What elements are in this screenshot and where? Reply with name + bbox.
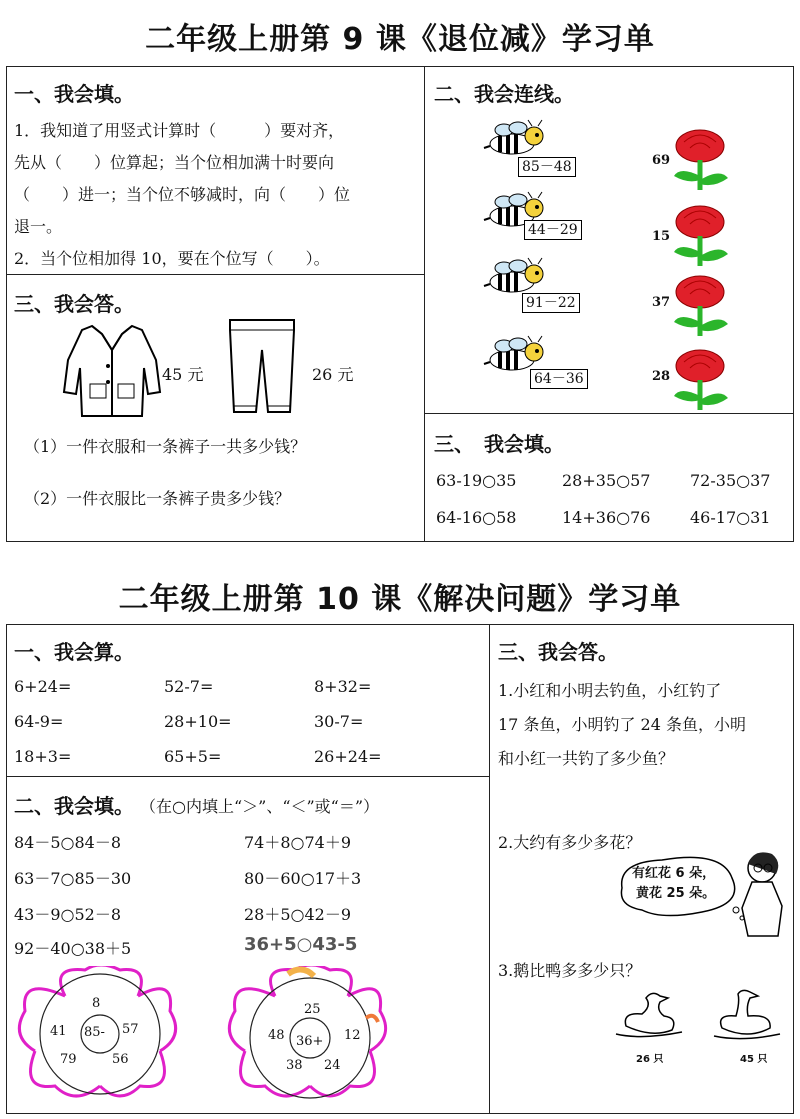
compare-item[interactable]: 74＋8○74＋9 — [244, 833, 352, 852]
pants-price: 26 元 — [312, 365, 354, 384]
rose-icon — [674, 276, 728, 336]
section-heading: 三、我会答。 — [14, 292, 134, 316]
bee-flower-illustration — [424, 110, 794, 410]
petal-number: 38 — [286, 1058, 303, 1073]
calc-item[interactable]: 26+24= — [314, 747, 382, 766]
calc-item[interactable]: 18+3= — [14, 747, 72, 766]
petal-number: 41 — [50, 1024, 67, 1039]
bee-icon — [484, 336, 543, 370]
compare-item[interactable]: 14+36○76 — [562, 508, 651, 527]
petal-number: 8 — [92, 996, 101, 1011]
compare-item[interactable]: 46-17○31 — [690, 508, 771, 527]
calc-item[interactable]: 65+5= — [164, 747, 222, 766]
fill-line: （ ）进一；当个位不够减时，向（ ）位 — [14, 185, 351, 204]
rose-icon — [674, 350, 728, 410]
divider — [6, 776, 489, 777]
question: 2.大约有多少多花？ — [498, 833, 642, 852]
coat-icon — [62, 320, 162, 420]
compare-item[interactable]: 63－7○85－30 — [14, 869, 132, 888]
lesson9-title: 二年级上册第 9 课《退位减》学习单 — [145, 22, 655, 57]
petal-number: 12 — [344, 1028, 361, 1043]
calc-item[interactable]: 30-7= — [314, 712, 364, 731]
question: （2）一件衣服比一条裤子贵多少钱？ — [24, 489, 291, 508]
rose-icon — [674, 130, 728, 190]
flower-center[interactable]: 36+ — [296, 1034, 324, 1049]
match-answer[interactable]: 37 — [652, 295, 671, 310]
compare-item[interactable]: 84－5○84－8 — [14, 833, 122, 852]
duck-count: 26 只 — [636, 1054, 664, 1065]
bee-icon — [484, 120, 543, 154]
lesson10-title: 二年级上册第 10 课《解决问题》学习单 — [118, 582, 682, 617]
question: 3.鹅比鸭多多少只？ — [498, 961, 642, 980]
bee-icon — [484, 258, 543, 292]
compare-item[interactable]: 72-35○37 — [690, 471, 771, 490]
petal-number: 24 — [324, 1058, 341, 1073]
compare-item[interactable]: 92－40○38＋5 — [14, 939, 132, 958]
compare-item[interactable]: 80－60○17＋3 — [244, 869, 362, 888]
section-heading: 一、我会填。 — [14, 82, 134, 106]
goose-count: 45 只 — [740, 1054, 768, 1065]
bubble-text: 黄花 25 朵。 — [636, 886, 716, 901]
compare-item[interactable]: 43－9○52－8 — [14, 905, 122, 924]
flower-center[interactable]: 85- — [84, 1025, 105, 1040]
compare-item[interactable]: 64-16○58 — [436, 508, 517, 527]
fill-line: 2．当个位相加得 10，要在个位写（ ）。 — [14, 249, 330, 268]
question: （1）一件衣服和一条裤子一共多少钱？ — [24, 437, 307, 456]
compare-item[interactable]: 28＋5○42－9 — [244, 905, 352, 924]
compare-item[interactable]: 63-19○35 — [436, 471, 517, 490]
calc-item[interactable]: 28+10= — [164, 712, 232, 731]
pants-icon — [222, 316, 302, 416]
calc-item[interactable]: 8+32= — [314, 677, 372, 696]
section-heading: 二、我会连线。 — [434, 82, 574, 106]
compare-item[interactable]: 28+35○57 — [562, 471, 651, 490]
section-heading: 一、我会算。 — [14, 640, 134, 664]
petal-number: 48 — [268, 1028, 285, 1043]
match-expression[interactable]: 91－22 — [522, 293, 580, 313]
section-heading: 三、 我会填。 — [434, 432, 564, 456]
match-answer[interactable]: 69 — [652, 153, 671, 168]
coat-price: 45 元 — [162, 365, 204, 384]
bubble-text: 有红花 6 朵， — [632, 866, 716, 881]
goose-icon — [714, 990, 780, 1038]
flower-petals-right — [229, 966, 385, 1096]
number-flowers — [10, 966, 490, 1114]
divider — [6, 274, 424, 275]
question: 17 条鱼，小明钓了 24 条鱼，小明 — [498, 715, 746, 734]
compare-item[interactable]: 36+5○43-5 — [244, 934, 358, 955]
petal-number: 56 — [112, 1052, 129, 1067]
question: 1.小红和小明去钓鱼，小红钓了 — [498, 681, 722, 700]
petal-number: 79 — [60, 1052, 77, 1067]
duck-goose-illustration — [612, 988, 792, 1044]
fill-line: 1．我知道了用竖式计算时（ ）要对齐， — [14, 121, 345, 140]
rose-icon — [674, 206, 728, 266]
match-expression[interactable]: 64－36 — [530, 369, 588, 389]
section-heading: 二、我会填。 — [14, 794, 134, 818]
match-expression[interactable]: 44－29 — [524, 220, 582, 240]
question: 和小红一共钓了多少鱼？ — [498, 749, 675, 768]
fill-line: 先从（ ）位算起；当个位相加满十时要向 — [14, 153, 335, 172]
fill-line: 退一。 — [14, 217, 63, 236]
calc-item[interactable]: 6+24= — [14, 677, 72, 696]
divider — [424, 413, 794, 414]
match-answer[interactable]: 15 — [652, 229, 671, 244]
petal-number: 57 — [122, 1022, 139, 1037]
section-heading: 三、我会答。 — [498, 640, 618, 664]
match-expression[interactable]: 85－48 — [518, 157, 576, 177]
duck-icon — [616, 993, 682, 1036]
match-answer[interactable]: 28 — [652, 369, 671, 384]
petal-number: 25 — [304, 1002, 321, 1017]
calc-item[interactable]: 64-9= — [14, 712, 64, 731]
calc-item[interactable]: 52-7= — [164, 677, 214, 696]
instruction-note: （在○内填上“＞”、“＜”或“＝”） — [140, 797, 380, 816]
